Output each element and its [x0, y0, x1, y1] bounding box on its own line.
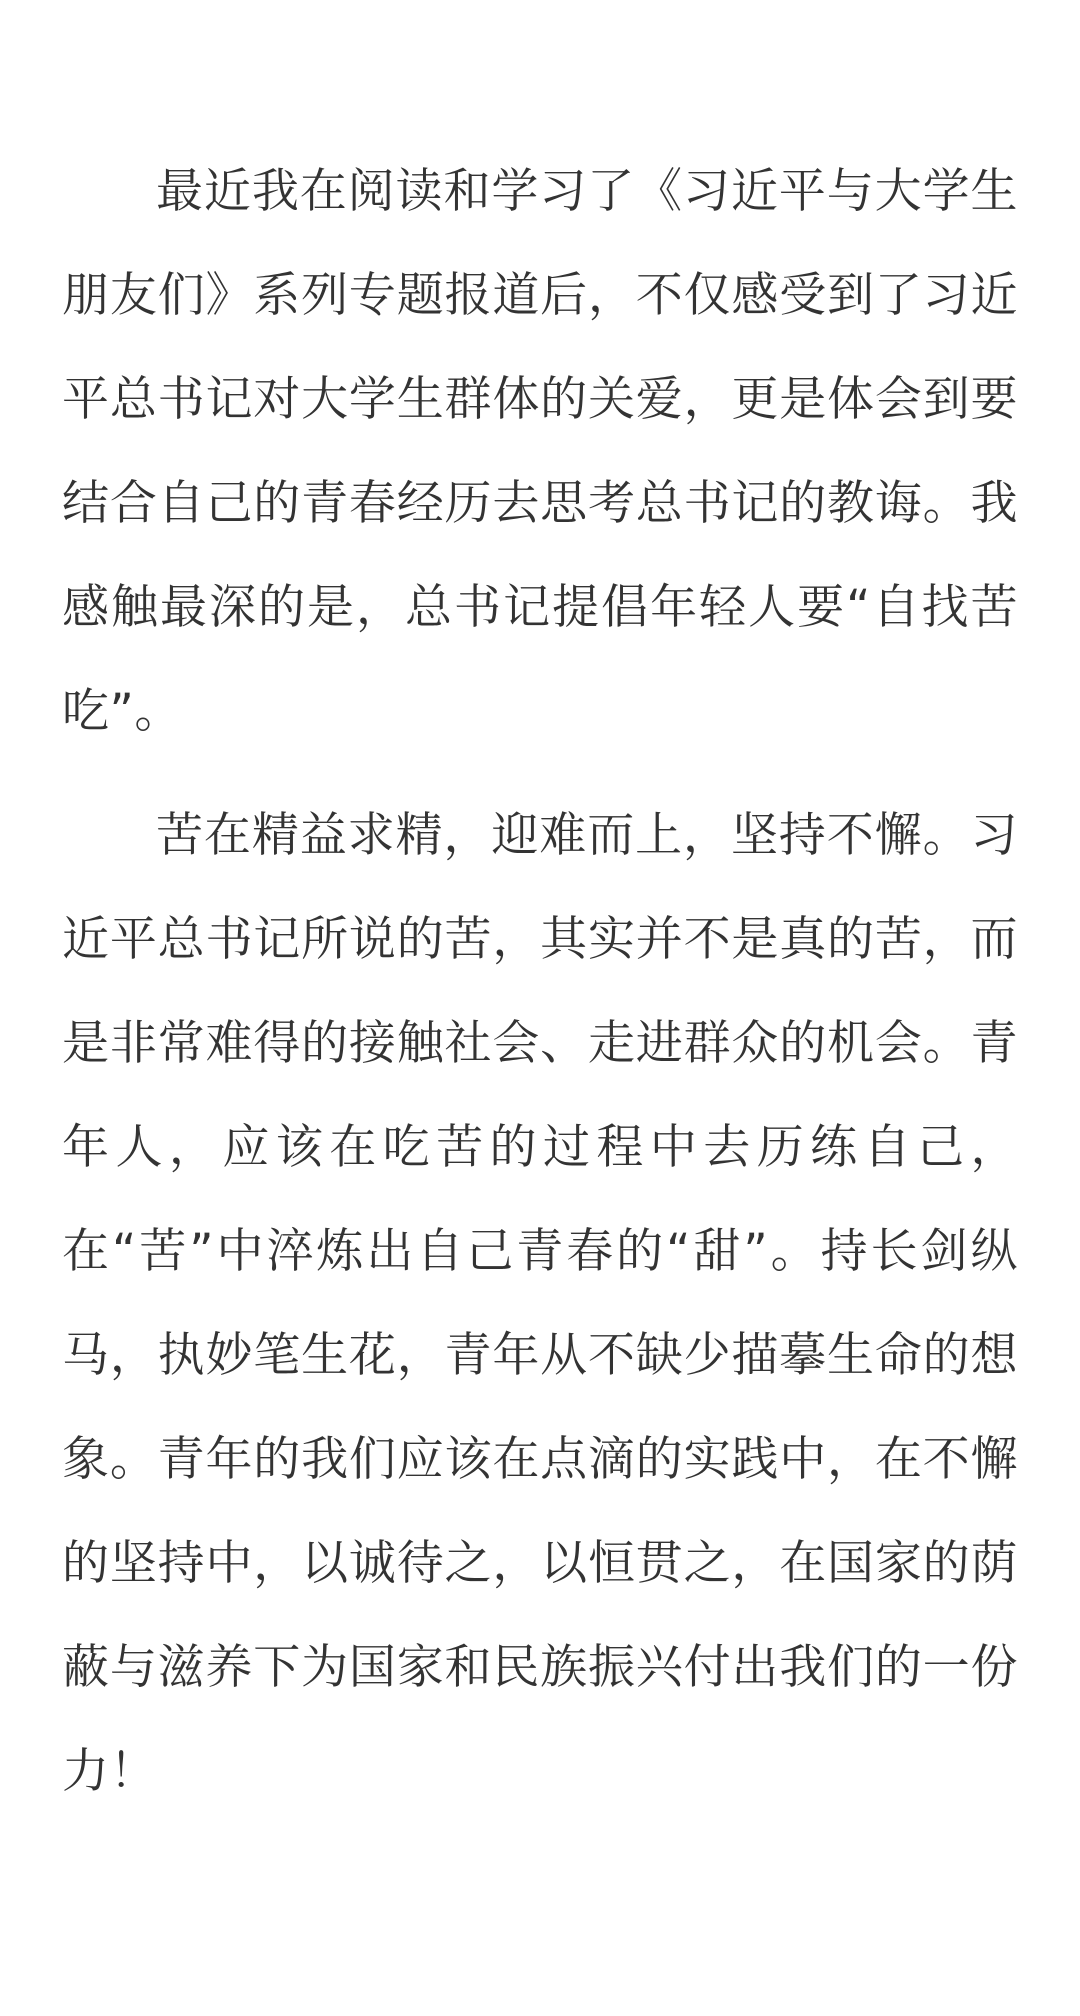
paragraph-2: 苦在精益求精，迎难而上，坚持不懈。习近平总书记所说的苦，其实并不是真的苦，而是非常难得的接触社会、走进群众的机会。青年人，应该在吃苦的过程中去历练自己，在“苦”中淬炼出自己青春的“甜”。持长剑纵马，执妙笔生花，青年从不缺少描摹生命的想象。青年的我们应该在点滴的实践中，在不懈的坚持中，以诚待之，以恒贯之，在国家的荫蔽与滋养下为国家和民族振兴付出我们的一份力！ — [62, 808, 1018, 1799]
paragraph-1: 最近我在阅读和学习了《习近平与大学生朋友们》系列专题报道后，不仅感受到了习近平总书记对大学生群体的关爱，更是体会到要结合自己的青春经历去思考总书记的教诲。我感触最深的是，总书记提倡年轻人要“自找苦吃”。 — [62, 164, 1018, 739]
article-body — [62, 140, 1018, 1844]
